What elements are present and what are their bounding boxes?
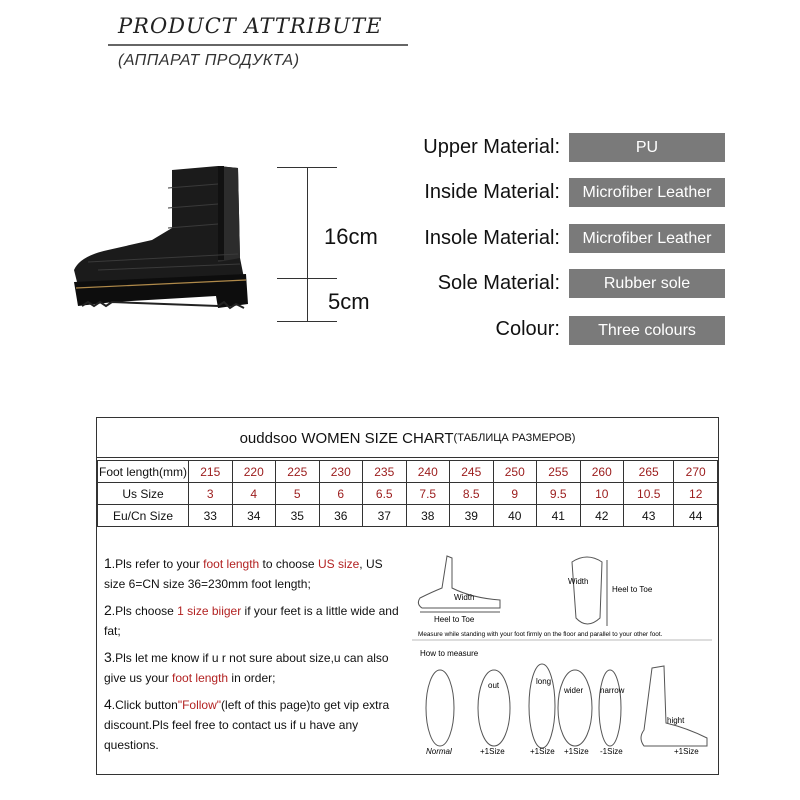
size-row — [98, 461, 718, 483]
note-3: 3.Pls let me know if u r not sure about size,u can also give us your foot length in order; — [104, 649, 389, 685]
size-chart-title-text: ouddsoo WOMEN SIZE CHART — [239, 429, 454, 447]
foot-normal-icon — [426, 670, 454, 746]
size-cell: 42 — [580, 505, 624, 527]
size-cell: 9.5 — [537, 483, 581, 505]
size-cell: 5 — [276, 483, 320, 505]
size-cell: 39 — [450, 505, 494, 527]
size-cell: 43 — [624, 505, 674, 527]
size-cell: 36 — [319, 505, 363, 527]
dimension-line — [307, 167, 308, 322]
size-cell: 44 — [674, 505, 718, 527]
svg-text:+1Size: +1Size — [564, 747, 589, 756]
size-cell: 9 — [493, 483, 537, 505]
size-cell: 7.5 — [406, 483, 450, 505]
attr-label-sole: Sole Material: — [437, 272, 560, 294]
size-cell: 10 — [580, 483, 624, 505]
size-cell: 4 — [232, 483, 276, 505]
svg-text:Normal: Normal — [426, 747, 452, 756]
size-cell: 34 — [232, 505, 276, 527]
size-row-header: Eu/Cn Size — [98, 505, 189, 527]
size-cell: 215 — [189, 461, 233, 483]
svg-text:Width: Width — [568, 577, 589, 586]
dimension-tick-bottom — [277, 321, 337, 322]
size-cell: 270 — [674, 461, 718, 483]
size-cell: 245 — [450, 461, 494, 483]
size-cell: 265 — [624, 461, 674, 483]
size-row-header: Foot length(mm) — [98, 461, 189, 483]
svg-text:hight: hight — [667, 716, 685, 725]
note-2: 2.Pls choose 1 size biiger if your feet is a little wide and fat; — [104, 602, 399, 638]
foot-narrow-icon — [599, 670, 621, 746]
svg-text:-1Size: -1Size — [600, 747, 623, 756]
header-underline — [108, 44, 408, 46]
size-cell: 235 — [363, 461, 407, 483]
attr-label-upper: Upper Material: — [423, 136, 560, 158]
size-cell: 41 — [537, 505, 581, 527]
foot-high-icon — [641, 666, 707, 746]
shaft-height-label: 16cm — [324, 224, 378, 249]
size-cell: 8.5 — [450, 483, 494, 505]
attr-label-insole: Insole Material: — [424, 227, 560, 249]
svg-text:+1Size: +1Size — [530, 747, 555, 756]
svg-text:narrow: narrow — [600, 686, 625, 695]
size-cell: 220 — [232, 461, 276, 483]
size-cell: 255 — [537, 461, 581, 483]
size-chart-title — [97, 419, 718, 458]
size-notes — [104, 553, 404, 761]
size-cell: 10.5 — [624, 483, 674, 505]
svg-text:Width: Width — [454, 593, 475, 602]
size-cell: 3 — [189, 483, 233, 505]
attr-label-colour: Colour: — [495, 318, 560, 340]
size-row-header: Us Size — [98, 483, 189, 505]
size-cell: 260 — [580, 461, 624, 483]
note-4: 4.Click button"Follow"(left of this page)to get vip extra discount.Pls feel free to contact us if u have any questions. — [104, 696, 390, 752]
size-row — [98, 505, 718, 527]
heel-height-label: 5cm — [328, 289, 370, 314]
attr-value-upper: PU — [569, 133, 725, 162]
boot-image — [68, 158, 258, 328]
dimension-tick-mid — [277, 278, 337, 279]
size-chart-title-small: (ТАБЛИЦА РАЗМЕРОВ) — [453, 432, 576, 444]
size-cell: 230 — [319, 461, 363, 483]
attr-value-sole: Rubber sole — [569, 269, 725, 298]
dimension-tick-top — [277, 167, 337, 168]
size-cell: 38 — [406, 505, 450, 527]
svg-text:wider: wider — [564, 686, 584, 695]
svg-text:+1Size: +1Size — [480, 747, 505, 756]
top-foot-icon — [572, 557, 602, 624]
size-cell: 33 — [189, 505, 233, 527]
size-table — [97, 460, 718, 527]
attr-value-insole: Microfiber Leather — [569, 224, 725, 253]
foot-wider-icon — [558, 670, 592, 746]
attr-value-colour: Three colours — [569, 316, 725, 345]
size-row — [98, 483, 718, 505]
size-cell: 240 — [406, 461, 450, 483]
header-subtitle: (АППАРАТ ПРОДУКТА) — [118, 52, 300, 69]
size-cell: 6 — [319, 483, 363, 505]
size-cell: 40 — [493, 505, 537, 527]
svg-text:out: out — [488, 681, 500, 690]
attr-value-inside: Microfiber Leather — [569, 178, 725, 207]
header-title: PRODUCT ATTRIBUTE — [118, 14, 383, 38]
svg-text:Heel to Toe: Heel to Toe — [434, 615, 475, 624]
svg-text:+1Size: +1Size — [674, 747, 699, 756]
svg-text:long: long — [536, 677, 552, 686]
size-cell: 12 — [674, 483, 718, 505]
size-cell: 225 — [276, 461, 320, 483]
svg-text:Measure while standing with yo: Measure while standing with your foot firmly on the floor and parallel to your other foot. — [418, 631, 663, 638]
size-cell: 6.5 — [363, 483, 407, 505]
note-1: 1.Pls refer to your foot length to choose US size, US size 6=CN size 36=230mm foot length; — [104, 555, 383, 591]
size-cell: 250 — [493, 461, 537, 483]
size-cell: 37 — [363, 505, 407, 527]
svg-text:Heel to Toe: Heel to Toe — [612, 585, 653, 594]
measure-diagram — [412, 548, 712, 763]
svg-text:How to measure: How to measure — [420, 649, 479, 658]
size-cell: 35 — [276, 505, 320, 527]
attr-label-inside: Inside Material: — [424, 181, 560, 203]
